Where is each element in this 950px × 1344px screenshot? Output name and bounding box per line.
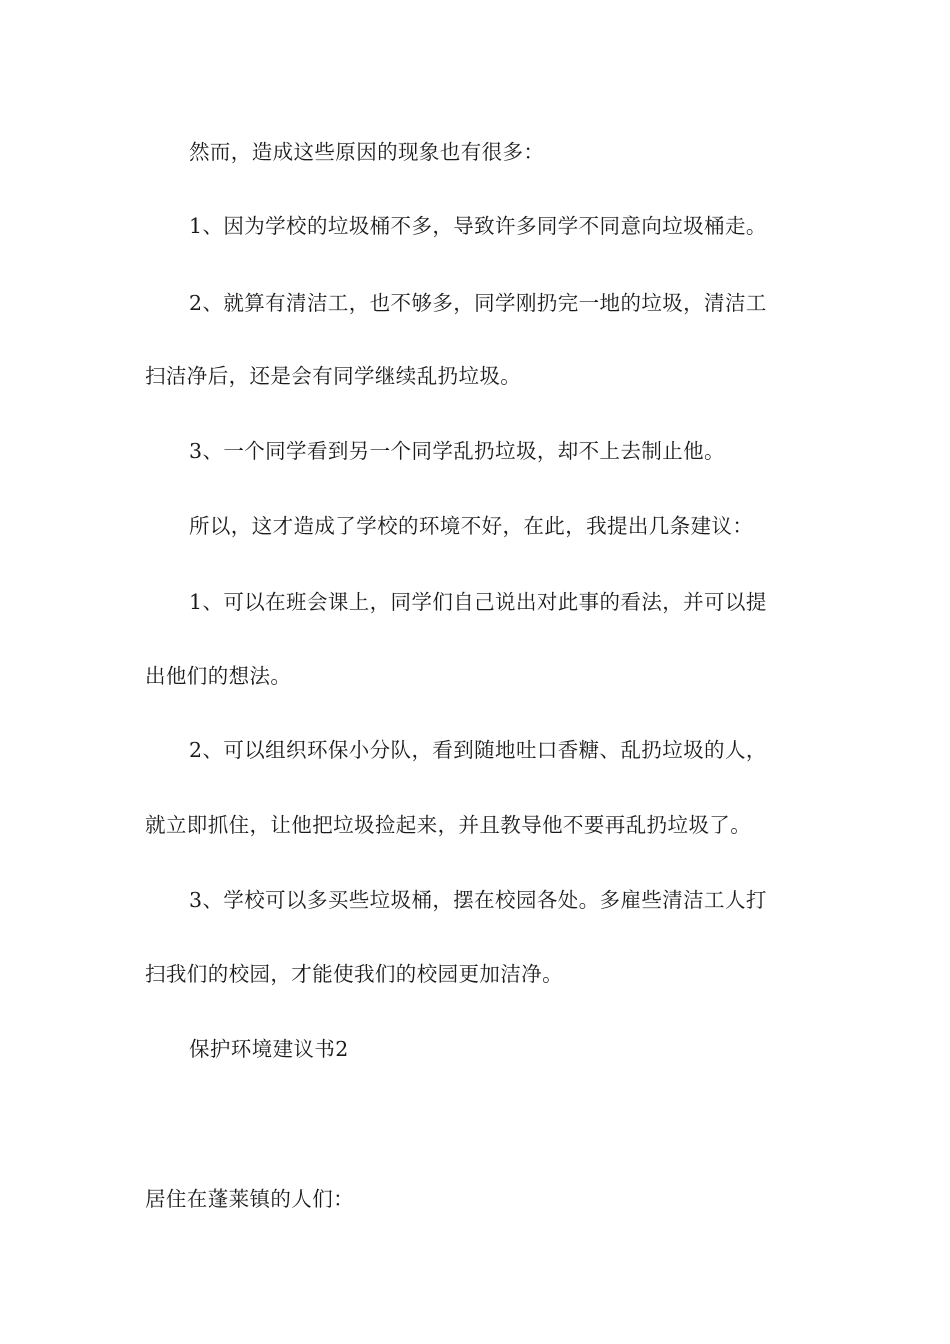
paragraph-suggestion-2-line-1: 2、可以组织环保小分队，看到随地吐口香糖、乱扔垃圾的人， [189,738,767,762]
paragraph-suggestion-intro: 所以，这才造成了学校的环境不好，在此，我提出几条建议： [189,514,754,538]
paragraph-cause-2-line-2: 扫洁净后，还是会有同学继续乱扔垃圾。 [145,364,522,388]
paragraph-cause-3: 3、一个同学看到另一个同学乱扔垃圾，却不上去制止他。 [189,439,725,463]
paragraph-cause-2-line-1: 2、就算有清洁工，也不够多，同学刚扔完一地的垃圾，清洁工 [189,291,767,315]
paragraph-suggestion-2-line-2: 就立即抓住，让他把垃圾捡起来，并且教导他不要再乱扔垃圾了。 [145,813,752,837]
paragraph-suggestion-3-line-2: 扫我们的校园，才能使我们的校园更加洁净。 [145,962,563,986]
paragraph-suggestion-1-line-2: 出他们的想法。 [145,664,292,688]
paragraph-suggestion-1-line-1: 1、可以在班会课上，同学们自己说出对此事的看法，并可以提 [189,590,767,614]
section-title: 保护环境建议书2 [189,1037,349,1061]
paragraph-suggestion-3-line-1: 3、学校可以多买些垃圾桶，摆在校园各处。多雇些清洁工人打 [189,888,767,912]
paragraph-cause-1: 1、因为学校的垃圾桶不多，导致许多同学不同意向垃圾桶走。 [189,214,767,238]
paragraph-cause-intro: 然而，造成这些原因的现象也有很多： [189,140,545,164]
salutation: 居住在蓬莱镇的人们： [145,1187,354,1211]
